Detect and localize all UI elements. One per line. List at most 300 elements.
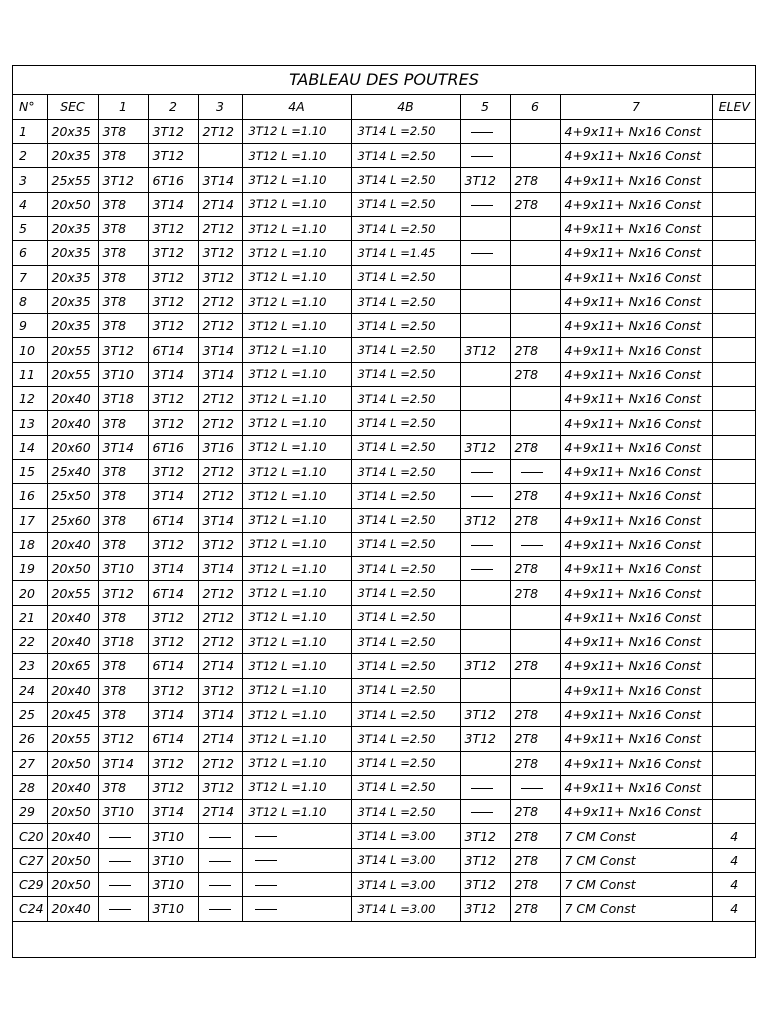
table-cell: 3T14 L =2.50: [351, 654, 460, 678]
table-cell: [460, 241, 510, 265]
table-cell: 25x50: [47, 484, 98, 508]
table-row: [13, 727, 756, 751]
table-cell: [460, 192, 510, 216]
dash-mark: [471, 569, 493, 570]
table-cell: 7 CM Const: [560, 873, 712, 897]
table-cell: [510, 144, 560, 168]
table-cell: 20x50: [47, 800, 98, 824]
table-cell: 3T12: [460, 848, 510, 872]
table-cell: 4+9x11+ Nx16 Const: [560, 459, 712, 483]
table-cell: 2T8: [510, 751, 560, 775]
table-cell: 3T12: [148, 289, 198, 313]
table-cell: 3T14 L =2.50: [351, 289, 460, 313]
table-cell: 17: [13, 508, 47, 532]
table-cell: [460, 678, 510, 702]
dash-mark: [471, 253, 493, 254]
table-cell: 3T8: [98, 484, 148, 508]
table-cell: 3T12 L =1.10: [242, 751, 351, 775]
table-cell: 2T8: [510, 192, 560, 216]
table-cell: 2T8: [510, 727, 560, 751]
table-cell: 3T12 L =1.10: [242, 800, 351, 824]
table-cell: 3T14 L =2.50: [351, 265, 460, 289]
dash-mark: [521, 545, 543, 546]
table-cell: 3T14 L =2.50: [351, 678, 460, 702]
table-cell: 3T12 L =1.10: [242, 338, 351, 362]
column-header: 1: [98, 95, 148, 119]
table-cell: 20x65: [47, 654, 98, 678]
table-cell: 7 CM Const: [560, 824, 712, 848]
table-cell: 4+9x11+ Nx16 Const: [560, 411, 712, 435]
table-cell: [510, 216, 560, 240]
table-cell: 4+9x11+ Nx16 Const: [560, 241, 712, 265]
table-cell: [510, 775, 560, 799]
table-cell: 3T12 L =1.10: [242, 192, 351, 216]
table-cell: 3T12 L =1.10: [242, 508, 351, 532]
column-header: 5: [460, 95, 510, 119]
table-cell: [460, 630, 510, 654]
dash-mark: [109, 909, 131, 910]
table-cell: C29: [13, 873, 47, 897]
table-cell: 20x40: [47, 411, 98, 435]
table-cell: [242, 873, 351, 897]
table-cell: 3T12 L =1.10: [242, 216, 351, 240]
table-cell: 3T12: [460, 727, 510, 751]
table-cell: [712, 532, 756, 556]
table-row: [13, 459, 756, 483]
beam-schedule-sheet: [12, 65, 756, 958]
table-cell: 3T8: [98, 775, 148, 799]
table-cell: [460, 751, 510, 775]
table-cell: [242, 897, 351, 921]
table-cell: 20x50: [47, 192, 98, 216]
table-cell: [712, 654, 756, 678]
table-cell: [510, 459, 560, 483]
table-cell: 24: [13, 678, 47, 702]
table-cell: 3T10: [98, 800, 148, 824]
table-cell: [712, 216, 756, 240]
table-cell: [198, 873, 242, 897]
dash-mark: [471, 788, 493, 789]
table-cell: 6T14: [148, 581, 198, 605]
table-row: [13, 338, 756, 362]
table-cell: 20x40: [47, 387, 98, 411]
table-cell: 3T14 L =2.50: [351, 144, 460, 168]
table-cell: 6T14: [148, 654, 198, 678]
table-cell: 3T12 L =1.10: [242, 484, 351, 508]
table-cell: 6: [13, 241, 47, 265]
dash-mark: [521, 472, 543, 473]
table-cell: [712, 702, 756, 726]
table-cell: 3T12: [148, 119, 198, 143]
dash-mark: [209, 837, 231, 838]
table-cell: [712, 289, 756, 313]
table-cell: 2T14: [198, 727, 242, 751]
table-cell: [242, 824, 351, 848]
table-cell: 3T10: [148, 848, 198, 872]
table-cell: C20: [13, 824, 47, 848]
table-cell: [460, 459, 510, 483]
table-cell: 4+9x11+ Nx16 Const: [560, 265, 712, 289]
table-cell: 11: [13, 362, 47, 386]
table-cell: 3T14: [198, 168, 242, 192]
table-cell: 2T8: [510, 848, 560, 872]
table-cell: [460, 557, 510, 581]
column-header: 4A: [242, 95, 351, 119]
table-cell: 3T12 L =1.10: [242, 144, 351, 168]
dash-mark: [209, 909, 231, 910]
table-cell: 3T14 L =2.50: [351, 630, 460, 654]
table-row: [13, 800, 756, 824]
table-row: [13, 873, 756, 897]
dash-mark: [209, 861, 231, 862]
column-header: 7: [560, 95, 712, 119]
table-cell: 4+9x11+ Nx16 Const: [560, 751, 712, 775]
dash-mark: [471, 472, 493, 473]
table-cell: [460, 265, 510, 289]
table-row: [13, 289, 756, 313]
table-cell: 25x60: [47, 508, 98, 532]
table-cell: 2T8: [510, 581, 560, 605]
table-cell: [510, 630, 560, 654]
table-cell: 14: [13, 435, 47, 459]
table-cell: 3T12 L =1.10: [242, 435, 351, 459]
table-cell: 3T10: [148, 824, 198, 848]
table-cell: 4+9x11+ Nx16 Const: [560, 557, 712, 581]
table-cell: 3T12: [148, 459, 198, 483]
table-cell: 20x55: [47, 338, 98, 362]
table-cell: 3T12: [148, 265, 198, 289]
table-cell: [510, 119, 560, 143]
table-cell: [510, 678, 560, 702]
table-cell: 1: [13, 119, 47, 143]
table-cell: 3T14 L =2.50: [351, 484, 460, 508]
table-cell: 3T12 L =1.10: [242, 702, 351, 726]
table-cell: 3T12: [460, 873, 510, 897]
table-cell: 7: [13, 265, 47, 289]
table-cell: 3T14: [198, 508, 242, 532]
table-cell: 23: [13, 654, 47, 678]
table-cell: 3T14: [148, 800, 198, 824]
table-cell: 3T8: [98, 241, 148, 265]
dash-mark: [109, 861, 131, 862]
table-cell: [712, 119, 756, 143]
table-cell: 20x50: [47, 751, 98, 775]
table-cell: 3T12: [198, 775, 242, 799]
table-cell: 4+9x11+ Nx16 Const: [560, 581, 712, 605]
table-cell: 3T14 L =2.50: [351, 702, 460, 726]
table-cell: 5: [13, 216, 47, 240]
table-cell: 16: [13, 484, 47, 508]
table-cell: 3T14 L =3.00: [351, 824, 460, 848]
table-cell: 3T12: [460, 508, 510, 532]
table-cell: 3T14: [148, 484, 198, 508]
table-cell: 3T14 L =2.50: [351, 216, 460, 240]
table-cell: 3T14 L =2.50: [351, 581, 460, 605]
table-cell: [712, 630, 756, 654]
dash-mark: [521, 788, 543, 789]
table-cell: 3T12: [98, 338, 148, 362]
table-cell: 3T14 L =2.50: [351, 751, 460, 775]
table-cell: 4+9x11+ Nx16 Const: [560, 435, 712, 459]
table-cell: 3T12 L =1.10: [242, 314, 351, 338]
table-cell: 3T14 L =2.50: [351, 168, 460, 192]
table-cell: 2T8: [510, 338, 560, 362]
table-cell: 4+9x11+ Nx16 Const: [560, 508, 712, 532]
table-cell: 20x55: [47, 581, 98, 605]
table-cell: 3T12: [460, 897, 510, 921]
table-cell: 12: [13, 387, 47, 411]
table-row: [13, 605, 756, 629]
table-cell: 6T14: [148, 727, 198, 751]
table-cell: 8: [13, 289, 47, 313]
table-cell: 6T16: [148, 435, 198, 459]
table-cell: 4+9x11+ Nx16 Const: [560, 387, 712, 411]
table-cell: [460, 581, 510, 605]
dash-mark: [471, 812, 493, 813]
table-cell: 3T12 L =1.10: [242, 581, 351, 605]
table-cell: 3T18: [98, 387, 148, 411]
table-cell: 3T14: [198, 702, 242, 726]
table-cell: 3T12: [148, 751, 198, 775]
table-cell: 3T8: [98, 289, 148, 313]
table-cell: 3T12 L =1.10: [242, 654, 351, 678]
table-cell: 3T8: [98, 678, 148, 702]
table-cell: 3T14 L =2.50: [351, 727, 460, 751]
table-cell: 3T14 L =2.50: [351, 192, 460, 216]
dash-mark: [255, 885, 277, 886]
table-cell: 3T14 L =2.50: [351, 459, 460, 483]
table-cell: [510, 411, 560, 435]
table-cell: 7 CM Const: [560, 848, 712, 872]
table-cell: [510, 265, 560, 289]
table-cell: 3T12 L =1.10: [242, 557, 351, 581]
table-cell: 22: [13, 630, 47, 654]
table-cell: 28: [13, 775, 47, 799]
table-cell: 3T12: [198, 532, 242, 556]
table-cell: 3T8: [98, 192, 148, 216]
table-cell: 3T12: [198, 241, 242, 265]
table-cell: 3T14 L =2.50: [351, 800, 460, 824]
table-cell: 4+9x11+ Nx16 Const: [560, 484, 712, 508]
table-cell: 3T8: [98, 411, 148, 435]
table-row: [13, 387, 756, 411]
table-cell: 27: [13, 751, 47, 775]
table-cell: [242, 848, 351, 872]
table-cell: 3T12: [148, 605, 198, 629]
table-row: [13, 241, 756, 265]
table-cell: 3T12 L =1.10: [242, 775, 351, 799]
table-cell: [460, 289, 510, 313]
table-cell: 2T12: [198, 581, 242, 605]
table-cell: 20x45: [47, 702, 98, 726]
table-cell: 3T8: [98, 216, 148, 240]
table-cell: 4+9x11+ Nx16 Const: [560, 678, 712, 702]
table-cell: [460, 800, 510, 824]
table-cell: 4+9x11+ Nx16 Const: [560, 532, 712, 556]
table-cell: 4: [712, 873, 756, 897]
table-cell: 2T8: [510, 873, 560, 897]
table-cell: [712, 265, 756, 289]
table-cell: 20x50: [47, 557, 98, 581]
header-row: [13, 95, 756, 119]
table-cell: [460, 119, 510, 143]
table-cell: [712, 557, 756, 581]
table-title: TABLEAU DES POUTRES: [13, 66, 755, 95]
table-cell: [98, 897, 148, 921]
table-row: [13, 848, 756, 872]
column-header: N°: [13, 95, 47, 119]
table-cell: 20x50: [47, 873, 98, 897]
dash-mark: [471, 496, 493, 497]
table-cell: 3T12: [148, 241, 198, 265]
table-cell: 3T10: [148, 873, 198, 897]
table-cell: 2T8: [510, 702, 560, 726]
table-cell: 3T14 L =2.50: [351, 411, 460, 435]
table-cell: 4+9x11+ Nx16 Const: [560, 168, 712, 192]
column-header: 2: [148, 95, 198, 119]
table-cell: 2T12: [198, 411, 242, 435]
table-cell: 4+9x11+ Nx16 Const: [560, 119, 712, 143]
table-cell: [510, 387, 560, 411]
table-cell: 4+9x11+ Nx16 Const: [560, 216, 712, 240]
table-cell: 3T12: [198, 265, 242, 289]
table-cell: 25x55: [47, 168, 98, 192]
table-cell: 20x40: [47, 532, 98, 556]
table-row: [13, 702, 756, 726]
table-cell: [712, 775, 756, 799]
table-row: [13, 508, 756, 532]
table-cell: 3T14 L =2.50: [351, 508, 460, 532]
table-row: [13, 362, 756, 386]
table-cell: [460, 387, 510, 411]
table-cell: 3T14 L =1.45: [351, 241, 460, 265]
table-cell: 4+9x11+ Nx16 Const: [560, 144, 712, 168]
table-cell: 3T12: [460, 702, 510, 726]
table-cell: 3T12: [198, 678, 242, 702]
table-row: [13, 484, 756, 508]
table-row: [13, 751, 756, 775]
table-cell: 3T14 L =2.50: [351, 362, 460, 386]
table-cell: 3T16: [198, 435, 242, 459]
table-cell: 20x40: [47, 605, 98, 629]
table-cell: [510, 605, 560, 629]
table-cell: 3T12 L =1.10: [242, 678, 351, 702]
table-cell: 2T12: [198, 751, 242, 775]
table-cell: 3T10: [98, 557, 148, 581]
table-cell: [460, 532, 510, 556]
table-cell: [198, 848, 242, 872]
table-row: [13, 630, 756, 654]
table-cell: 20x60: [47, 435, 98, 459]
table-cell: 3T14: [198, 557, 242, 581]
table-cell: 7 CM Const: [560, 897, 712, 921]
table-cell: [712, 800, 756, 824]
table-cell: [460, 775, 510, 799]
table-row: [13, 775, 756, 799]
table-cell: 3T12: [98, 581, 148, 605]
table-cell: 3T12: [148, 630, 198, 654]
table-cell: 20x35: [47, 144, 98, 168]
dash-mark: [255, 860, 277, 861]
table-row: [13, 435, 756, 459]
table-cell: 20x40: [47, 630, 98, 654]
table-cell: 3T12: [98, 168, 148, 192]
table-cell: 3T12 L =1.10: [242, 168, 351, 192]
table-cell: 2T8: [510, 508, 560, 532]
table-cell: 4: [712, 848, 756, 872]
table-cell: 3T10: [98, 362, 148, 386]
table-cell: 3T14 L =2.50: [351, 119, 460, 143]
table-cell: [712, 192, 756, 216]
table-cell: 13: [13, 411, 47, 435]
table-cell: 2T8: [510, 654, 560, 678]
table-row: [13, 654, 756, 678]
table-cell: 2T8: [510, 362, 560, 386]
column-header: SEC: [47, 95, 98, 119]
table-cell: [712, 508, 756, 532]
table-cell: 3T14: [148, 192, 198, 216]
table-cell: [460, 362, 510, 386]
table-cell: [510, 532, 560, 556]
table-body: [13, 119, 756, 921]
table-cell: 2T8: [510, 435, 560, 459]
table-cell: 3T12: [148, 144, 198, 168]
table-cell: 3T12 L =1.10: [242, 605, 351, 629]
table-cell: [712, 168, 756, 192]
table-cell: [712, 362, 756, 386]
table-cell: 3T12 L =1.10: [242, 630, 351, 654]
table-cell: 4+9x11+ Nx16 Const: [560, 702, 712, 726]
table-cell: 3T8: [98, 144, 148, 168]
table-cell: 3T14 L =2.50: [351, 775, 460, 799]
table-cell: 2T12: [198, 630, 242, 654]
table-cell: 2T8: [510, 557, 560, 581]
table-cell: 2T12: [198, 216, 242, 240]
table-cell: 3T12 L =1.10: [242, 241, 351, 265]
table-cell: 6T16: [148, 168, 198, 192]
column-header: ELEV: [712, 95, 756, 119]
table-cell: 3T12: [148, 314, 198, 338]
table-cell: [712, 459, 756, 483]
table-cell: 20x55: [47, 727, 98, 751]
table-cell: 3T12: [148, 411, 198, 435]
table-cell: [712, 241, 756, 265]
table-cell: [460, 484, 510, 508]
table-cell: 3T12: [460, 654, 510, 678]
table-cell: 3T14: [148, 702, 198, 726]
table-cell: 3T14 L =2.50: [351, 605, 460, 629]
table-cell: 10: [13, 338, 47, 362]
table-cell: 4: [712, 824, 756, 848]
table-cell: 4+9x11+ Nx16 Const: [560, 362, 712, 386]
table-cell: 20x35: [47, 241, 98, 265]
table-cell: [712, 605, 756, 629]
dash-mark: [471, 156, 493, 157]
table-cell: [712, 581, 756, 605]
table-cell: 6T14: [148, 508, 198, 532]
table-row: [13, 168, 756, 192]
table-cell: 4+9x11+ Nx16 Const: [560, 289, 712, 313]
table-cell: 3T14: [148, 557, 198, 581]
table-cell: 3T8: [98, 314, 148, 338]
table-cell: [198, 144, 242, 168]
table-cell: C27: [13, 848, 47, 872]
table-cell: 3T14 L =2.50: [351, 387, 460, 411]
table-cell: 19: [13, 557, 47, 581]
dash-mark: [209, 885, 231, 886]
table-cell: [198, 897, 242, 921]
table-cell: [460, 314, 510, 338]
